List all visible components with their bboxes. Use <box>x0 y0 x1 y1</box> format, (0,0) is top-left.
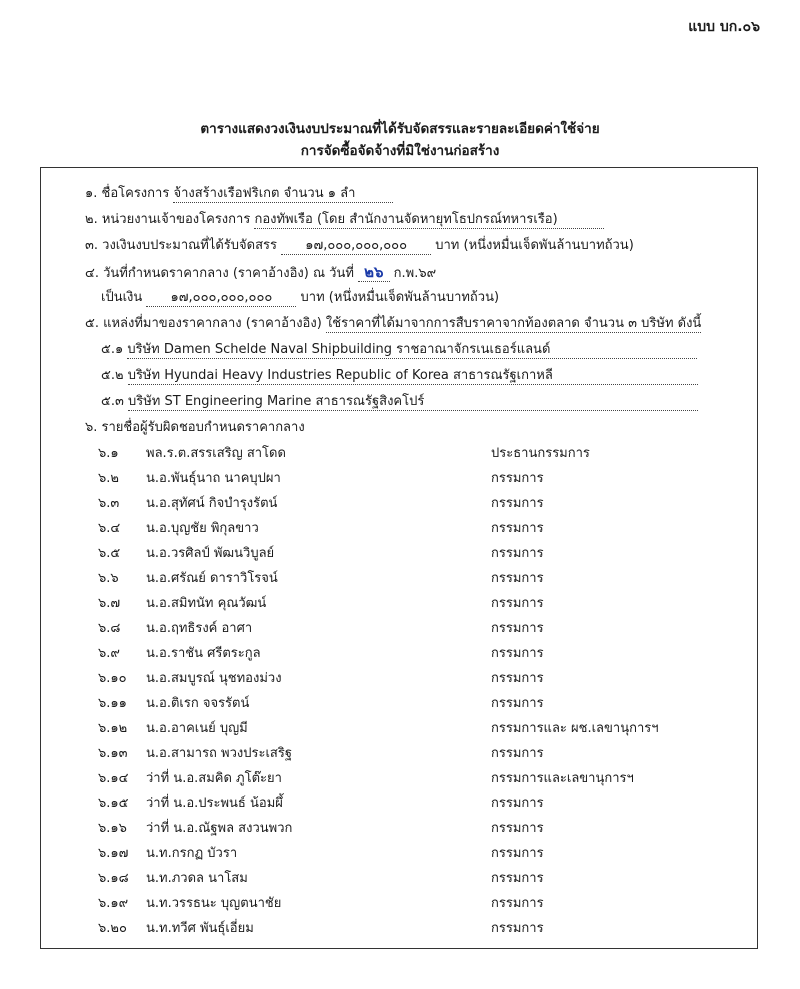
member-role: กรรมการ <box>491 471 544 486</box>
agency-label: ๒. หน่วยงานเจ้าของโครงการ <box>85 212 251 227</box>
member-number: ๖.๑๕ <box>98 796 129 811</box>
member-number: ๖.๑๙ <box>98 896 129 911</box>
source-company-text: บริษัท ST Engineering Marine สาธารณรัฐสิงคโปร์ <box>128 393 698 411</box>
member-role: กรรมการ <box>491 496 544 511</box>
member-role: กรรมการ <box>491 671 544 686</box>
member-name: น.อ.พันธุ์นาถ นาคบุปผา <box>146 471 281 486</box>
member-number: ๖.๙ <box>98 646 120 661</box>
item-reference-date <box>85 263 436 283</box>
item-budget <box>85 237 634 255</box>
reference-day-handwritten: ๒๖ <box>358 263 389 282</box>
member-role: กรรมการ <box>491 546 544 561</box>
member-number: ๖.๑๒ <box>98 721 128 736</box>
member-role: กรรมการ <box>491 821 544 836</box>
member-role: กรรมการ <box>491 571 544 586</box>
member-name: น.อ.สมิทนัท คุณวัฒน์ <box>146 596 267 611</box>
form-code: แบบ บก.๐๖ <box>688 19 760 35</box>
member-name: น.อ.ฤทธิรงค์ อาศา <box>146 621 253 636</box>
member-name: น.อ.ราชัน ศรีตระกูล <box>146 646 261 661</box>
source-company <box>101 393 698 411</box>
member-role: กรรมการ <box>491 696 544 711</box>
member-name: น.อ.ติเรก จจรรัตน์ <box>146 696 250 711</box>
project-name-label: ๑. ชื่อโครงการ <box>85 186 170 201</box>
item-project-name <box>85 185 393 203</box>
item-reference-amount <box>101 289 499 307</box>
member-name: น.ท.วรรธนะ บุญตนาชัย <box>146 896 282 911</box>
member-role: ประธานกรรมการ <box>491 446 590 461</box>
member-number: ๖.๒ <box>98 471 119 486</box>
member-name: พล.ร.ต.สรรเสริญ สาโดด <box>146 446 286 461</box>
member-name: น.ท.กรกฏ บัวรา <box>146 846 238 861</box>
member-number: ๖.๕ <box>98 546 121 561</box>
member-role: กรรมการ <box>491 521 544 536</box>
member-name: น.อ.สมบูรณ์ นุชทองม่วง <box>146 671 282 686</box>
budget-label: ๓. วงเงินงบประมาณที่ได้รับจัดสรร <box>85 238 277 253</box>
source-number: ๕.๓ <box>101 394 124 409</box>
member-role: กรรมการ <box>491 796 544 811</box>
member-name: น.อ.บุญชัย พิกุลขาว <box>146 521 259 536</box>
member-number: ๖.๑๖ <box>98 821 127 836</box>
reference-amount-label: เป็นเงิน <box>101 290 143 305</box>
member-number: ๖.๓ <box>98 496 120 511</box>
member-number: ๖.๑ <box>98 446 119 461</box>
member-role: กรรมการและเลขานุการฯ <box>491 771 634 786</box>
price-source-value: ใช้ราคาที่ได้มาจากการสืบราคาจากท้องตลาด จำนวน ๓ บริษัท ดังนี้ <box>325 316 702 331</box>
member-name: น.อ.สุทัศน์ กิจบำรุงรัตน์ <box>146 496 278 511</box>
member-name: ว่าที่ น.อ.ณัฐพล สงวนพวก <box>146 821 293 836</box>
member-number: ๖.๘ <box>98 621 121 636</box>
member-name: ว่าที่ น.อ.ประพนธ์ น้อมผึ้ <box>146 796 283 811</box>
agency-value: กองทัพเรือ (โดย สำนักงานจัดหายุทโธปกรณ์ทหารเรือ) <box>254 211 604 229</box>
budget-unit: บาท (หนึ่งหมื่นเจ็ดพันล้านบาทถ้วน) <box>435 238 634 253</box>
member-role: กรรมการและ ผช.เลขานุการฯ <box>491 721 659 736</box>
document-subtitle: การจัดซื้อจัดจ้างที่มิใช่งานก่อสร้าง <box>300 143 500 159</box>
document-title: ตารางแสดงวงเงินงบประมาณที่ได้รับจัดสรรและรายละเอียดค่าใช้จ่าย <box>200 121 600 137</box>
member-role: กรรมการ <box>491 596 544 611</box>
member-number: ๖.๔ <box>98 521 121 536</box>
item-price-source <box>85 315 701 333</box>
reference-amount-value: ๑๗,๐๐๐,๐๐๐,๐๐๐ <box>146 289 296 307</box>
project-name-value: จ้างสร้างเรือฟริเกต จำนวน ๑ ลำ <box>173 185 393 203</box>
committee-heading: ๖. รายชื่อผู้รับผิดชอบกำหนดราคากลาง <box>85 420 305 435</box>
member-name: น.อ.วรศิลป์ พัฒนวิบูลย์ <box>146 546 275 561</box>
member-role: กรรมการ <box>491 921 544 936</box>
source-company-text: บริษัท Damen Schelde Naval Shipbuilding ราชอาณาจักรเนเธอร์แลนด์ <box>127 341 697 359</box>
member-number: ๖.๗ <box>98 596 121 611</box>
member-name: ว่าที่ น.อ.สมคิด ภูโต๊ะยา <box>146 771 282 786</box>
source-number: ๕.๑ <box>101 342 124 357</box>
item-agency <box>85 211 604 229</box>
member-number: ๖.๑๘ <box>98 871 129 886</box>
source-company <box>101 367 698 385</box>
member-name: น.อ.อาคเนย์ บุญมี <box>146 721 248 736</box>
member-name: น.อ.สามารถ พวงประเสริฐ <box>146 746 293 761</box>
reference-date-label: ๔. วันที่กำหนดราคากลาง (ราคาอ้างอิง) ณ วันที่ <box>85 266 354 281</box>
content-box <box>40 167 758 949</box>
member-role: กรรมการ <box>491 646 544 661</box>
member-number: ๖.๖ <box>98 571 119 586</box>
member-role: กรรมการ <box>491 871 544 886</box>
price-source-label: ๕. แหล่งที่มาของราคากลาง (ราคาอ้างอิง) <box>85 316 322 331</box>
member-name: น.อ.ศรัณย์ ดาราวิโรจน์ <box>146 571 278 586</box>
member-number: ๖.๑๔ <box>98 771 129 786</box>
reference-amount-unit: บาท (หนึ่งหมื่นเจ็ดพันล้านบาทถ้วน) <box>300 290 500 305</box>
member-role: กรรมการ <box>491 846 544 861</box>
member-role: กรรมการ <box>491 896 544 911</box>
reference-month: ก.พ.๖๙ <box>393 266 437 281</box>
member-number: ๖.๑๗ <box>98 846 129 861</box>
member-name: น.ท.ทวีศ พันธุ์เอี่ยม <box>146 921 254 936</box>
source-company <box>101 341 697 359</box>
budget-amount: ๑๗,๐๐๐,๐๐๐,๐๐๐ <box>281 237 431 255</box>
member-number: ๖.๑๓ <box>98 746 128 761</box>
member-role: กรรมการ <box>491 621 544 636</box>
member-number: ๖.๑๐ <box>98 671 127 686</box>
member-number: ๖.๑๑ <box>98 696 127 711</box>
member-name: น.ท.ภวดล นาโสม <box>146 871 248 886</box>
source-number: ๕.๒ <box>101 368 124 383</box>
member-number: ๖.๒๐ <box>98 921 127 936</box>
source-company-text: บริษัท Hyundai Heavy Industries Republic of Korea สาธารณรัฐเกาหลี <box>128 367 698 385</box>
member-role: กรรมการ <box>491 746 544 761</box>
